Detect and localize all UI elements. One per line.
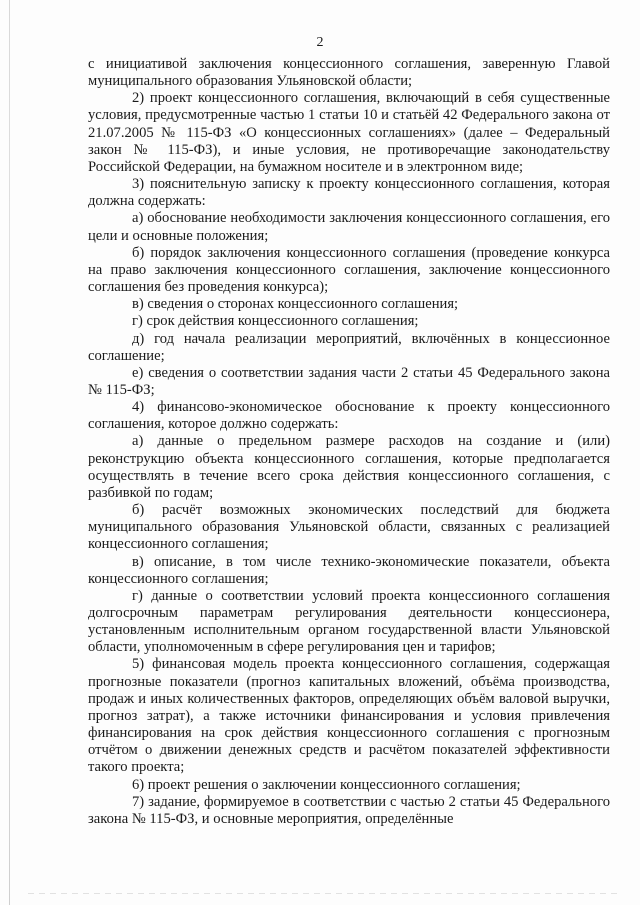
subitem-3a: а) обоснование необходимости заключения концессионного соглашения, его цели и основные положения; <box>88 210 610 244</box>
subitem-4g: г) данные о соответствии условий проекта концессионного соглашения долгосрочным параметрам регулирования деятельности концессионера, установленным исполнительным органом государственной власти Ульяновской области, уполномоченным в сфере регулирования цен и тарифов; <box>88 587 610 656</box>
scan-artifact-line <box>28 893 618 894</box>
scan-edge <box>9 0 10 905</box>
subitem-3e: е) сведения о соответствии задания части 2 статьи 45 Федерального закона № 115-ФЗ; <box>88 364 610 398</box>
paragraph: с инициативой заключения концессионного соглашения, заверенную Главой муниципального образования Ульяновской области; <box>88 56 610 90</box>
subitem-3g: г) срок действия концессионного соглашения; <box>132 313 419 330</box>
subitem-3d: д) год начала реализации мероприятий, включённых в концессионное соглашение; <box>88 330 610 364</box>
paragraph-item-7: 7) задание, формируемое в соответствии с частью 2 статьи 45 Федерального закона № 115-ФЗ, и основные мероприятия, определённые <box>88 793 610 827</box>
document-body <box>88 56 610 828</box>
paragraph-item-4: 4) финансово-экономическое обоснование к проекту концессионного соглашения, которое должно содержать: <box>88 399 610 433</box>
subitem-4v: в) описание, в том числе технико-экономические показатели, объекта концессионного соглашения; <box>88 553 610 587</box>
paragraph-item-2: 2) проект концессионного соглашения, включающий в себя существенные условия, предусмотренные частью 1 статьи 10 и статьёй 42 Федерального закона от 21.07.2005 № 115-ФЗ «О концессионных соглашениях» (далее – Федеральный закон № 115-ФЗ), и иные условия, не противоречащие законодательству Российской Федерации, на бумажном носителе и в электронном виде; <box>88 90 610 175</box>
subitem-4a: а) данные о предельном размере расходов на создание и (или) реконструкцию объекта концессионного соглашения, которые предполагается осуществлять в течение всего срока действия концессионного соглашения, с разбивкой по годам; <box>88 433 610 501</box>
paragraph-item-3: 3) пояснительную записку к проекту концессионного соглашения, которая должна содержать: <box>88 176 610 210</box>
paragraph-item-5: 5) финансовая модель проекта концессионного соглашения, содержащая прогнозные показатели (прогноз капитальных вложений, объёма производства, продаж и иных количественных факторов, определяющих объём валовой выручки, прогноз затрат), а также источники финансирования и условия привлечения финансирования на срок действия концессионного соглашения с прогнозным отчётом о движении денежных средств и расчётом показателей эффективности такого проекта; <box>88 656 610 776</box>
page-number: 2 <box>316 35 324 50</box>
subitem-3b: б) порядок заключения концессионного соглашения (проведение конкурса на право заключения концессионного соглашения, заключение концессионного соглашения без проведения конкурса); <box>88 244 610 296</box>
subitem-4b: б) расчёт возможных экономических последствий для бюджета муниципального образования Ульяновской области, связанных с реализацией концессионного соглашения; <box>88 502 610 553</box>
subitem-3v: в) сведения о сторонах концессионного соглашения; <box>132 296 459 313</box>
paragraph-item-6: 6) проект решения о заключении концессионного соглашения; <box>132 776 521 793</box>
